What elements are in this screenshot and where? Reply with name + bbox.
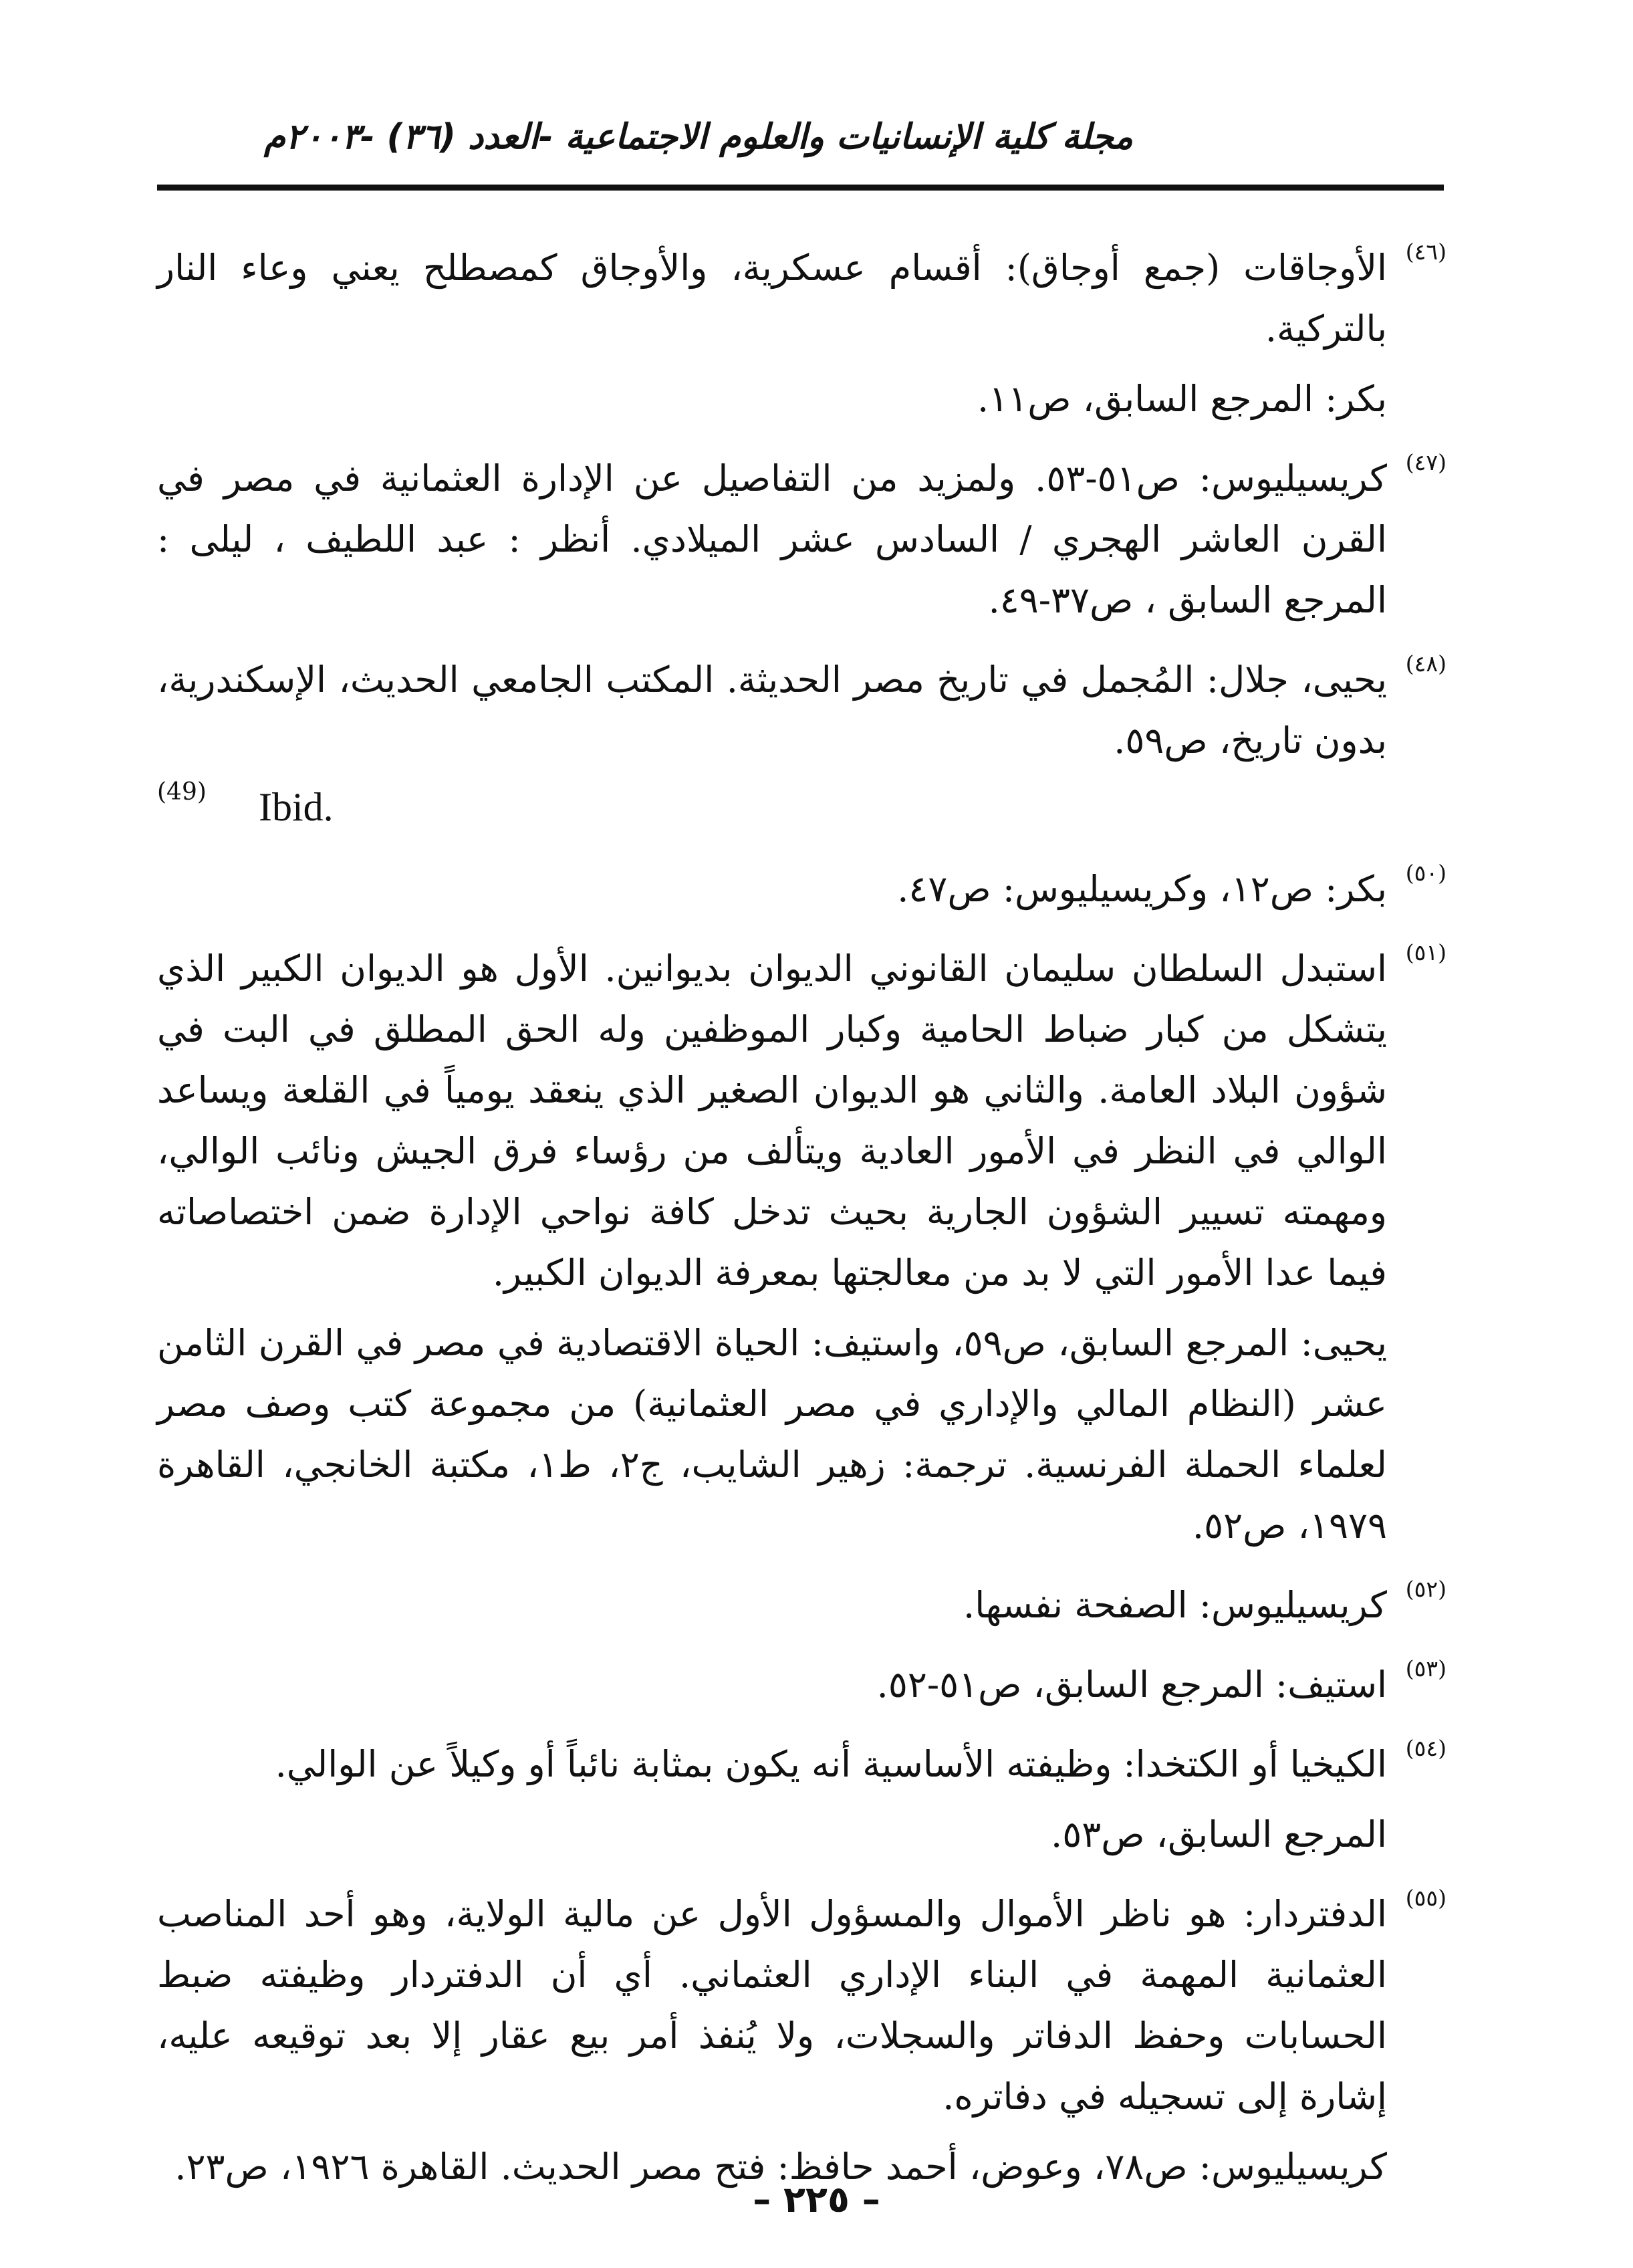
footnote-49	[157, 778, 1444, 841]
footnote-number: (٥٠)	[1405, 860, 1447, 886]
page-number: – ٢٢٥ –	[753, 2178, 880, 2221]
footnote-48	[157, 649, 1447, 771]
footnote-text	[157, 1654, 1387, 1715]
footnote-paragraph: كريسيليوس: ص٥١-٥٣. ولمزيد من التفاصيل عن الإدارة العثمانية في مصر في القرن العاشر الهجري / السادس عشر الميلادي. أنظر : عبد اللطيف ، ليلى : المرجع السابق ، ص٣٧-٤٩.	[157, 457, 1387, 621]
footnotes-list	[157, 237, 1447, 2216]
footnote-46	[157, 237, 1447, 429]
footnote-paragraph: يحيى، جلال: المُجمل في تاريخ مصر الحديثة. المكتب الجامعي الحديث، الإسكندرية، بدون تاريخ، ص٥٩.	[157, 659, 1387, 762]
footnote-50	[157, 859, 1447, 919]
footnote-number: (٤٧)	[1405, 449, 1447, 475]
footnote-number: (٥٤)	[1405, 1735, 1447, 1761]
footnote-51	[157, 938, 1447, 1556]
journal-header: مجلة كلية الإنسانيات والعلوم الاجتماعية -العدد (٣٦) -٢٠٠٣م	[263, 117, 1133, 157]
footnote-text	[157, 448, 1387, 631]
footnote-55	[157, 1884, 1447, 2197]
footnote-number: (٥٥)	[1405, 1885, 1447, 1911]
footnote-number: (٤٦)	[1405, 239, 1447, 265]
footnote-number: (٥٢)	[1405, 1576, 1447, 1602]
footnote-text	[157, 1884, 1387, 2197]
footnote-paragraph: بكر: المرجع السابق، ص١١.	[977, 378, 1387, 420]
footnote-52	[157, 1575, 1447, 1635]
footnote-paragraph: الأوجاقات (جمع أوجاق): أقسام عسكرية، والأوجاق كمصطلح يعني وعاء النار بالتركية.	[157, 247, 1387, 350]
header-rule	[157, 185, 1444, 191]
footnote-paragraph: المرجع السابق، ص٥٣.	[1051, 1813, 1387, 1855]
footnote-paragraph: الكيخيا أو الكتخدا: وظيفته الأساسية أنه يكون بمثابة نائباً أو وكيلاً عن الوالي.	[275, 1743, 1387, 1785]
footnote-number: (٥٣)	[1405, 1656, 1447, 1682]
footnote-text	[157, 649, 1387, 771]
footnote-paragraph: يحيى: المرجع السابق، ص٥٩، واستيف: الحياة الاقتصادية في مصر في القرن الثامن عشر (النظام المالي والإداري في مصر العثمانية) من مجموعة كتب وصف مصر لعلماء الحملة الفرنسية. ترجمة: زهير الشايب، ج٢، ط١، مكتبة الخانجي، القاهرة ١٩٧٩، ص٥٢.	[157, 1322, 1388, 1547]
footnote-paragraph: استيف: المرجع السابق، ص٥١-٥٢.	[876, 1664, 1387, 1706]
footnote-text	[157, 859, 1387, 919]
footnote-paragraph: استبدل السلطان سليمان القانوني الديوان بديوانين. الأول هو الديوان الكبير الذي يتشكل من كبار ضباط الحامية وكبار الموظفين وله الحق المطلق في البت في شؤون البلاد العامة. والثاني هو الديوان الصغير الذي ينعقد يومياً في القلعة ويساعد الوالي في النظر في الأمور العادية ويتألف من رؤساء فرق الجيش ونائب الوالي، ومهمته تسيير الشؤون الجارية بحيث تدخل كافة نواحي الإدارة ضمن اختصاصاته فيما عدا الأمور التي لا بد من معالجتها بمعرفة الديوان الكبير.	[157, 947, 1387, 1294]
footnote-text	[157, 938, 1387, 1556]
footnote-47	[157, 448, 1447, 631]
footnote-text: Ibid.	[259, 785, 334, 829]
footnote-text	[157, 1575, 1387, 1635]
footnote-text	[157, 237, 1387, 429]
footnote-54	[157, 1734, 1447, 1865]
footnote-paragraph: كريسيليوس: ص٧٨، وعوض، أحمد حافظ: فتح مصر الحديث. القاهرة ١٩٢٦، ص٢٣.	[174, 2146, 1387, 2188]
footnote-number: (٤٨)	[1405, 651, 1447, 677]
footnote-number: (٥١)	[1405, 939, 1447, 966]
footnote-text	[157, 1734, 1387, 1865]
footnote-number: (49)	[157, 778, 207, 806]
footnote-paragraph: كريسيليوس: الصفحة نفسها.	[963, 1584, 1387, 1626]
footnote-53	[157, 1654, 1447, 1715]
footnote-paragraph: الدفتردار: هو ناظر الأموال والمسؤول الأول عن مالية الولاية، وهو أحد المناصب العثمانية المهمة في البناء الإداري العثماني. أي أن الدفتردار وظيفته ضبط الحسابات وحفظ الدفاتر والسجلات، ولا يُنفذ أمر بيع عقار إلا بعد توقيعه عليه، إشارة إلى تسجيله في دفاتره.	[157, 1893, 1387, 2118]
footnote-paragraph: بكر: ص١٢، وكريسيليوس: ص٤٧.	[897, 868, 1387, 910]
